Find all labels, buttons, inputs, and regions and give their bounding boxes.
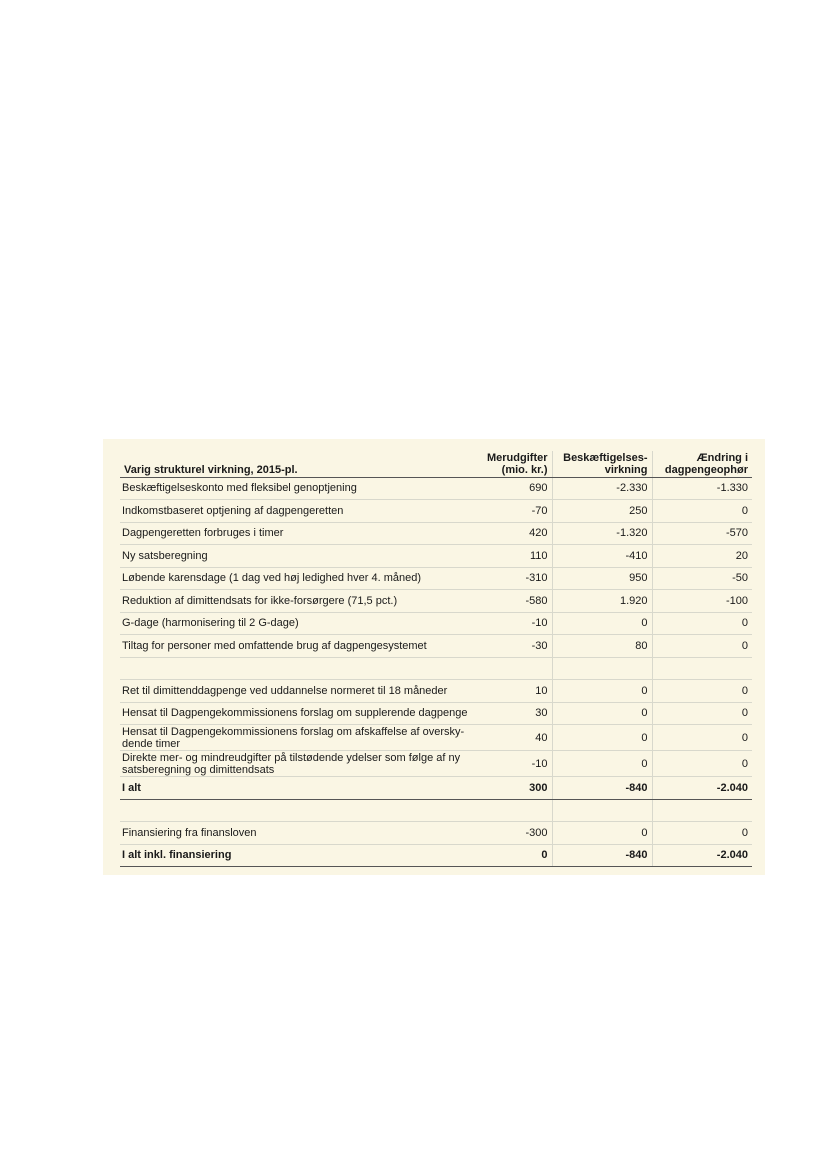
- cell-merudgifter: 420: [478, 522, 552, 545]
- row-label: Direkte mer- og mindreudgifter på tilstødende ydelser som følge af ny satsberegning og dimittendsats: [120, 751, 478, 777]
- cell-beskaeftigelse: -1.320: [552, 522, 652, 545]
- cell-beskaeftigelse: 0: [552, 751, 652, 777]
- cell-dagpengeophoer: 0: [652, 635, 752, 658]
- table-row: [120, 500, 752, 523]
- header-merudgifter: [478, 451, 552, 477]
- total-incl-dagpengeophoer: -2.040: [652, 844, 752, 867]
- cell-dagpengeophoer: -50: [652, 567, 752, 590]
- cell-dagpengeophoer: -100: [652, 590, 752, 613]
- cell-dagpengeophoer: 20: [652, 545, 752, 568]
- cell-dagpengeophoer: -570: [652, 522, 752, 545]
- cell-dagpengeophoer: 0: [652, 702, 752, 725]
- cell-beskaeftigelse: -410: [552, 545, 652, 568]
- cell-merudgifter: -30: [478, 635, 552, 658]
- total-beskaeftigelse: -840: [552, 777, 652, 800]
- cell-beskaeftigelse: 950: [552, 567, 652, 590]
- total-label: I alt: [120, 777, 478, 800]
- total-incl-label: I alt inkl. finansiering: [120, 844, 478, 867]
- table-row: [120, 635, 752, 658]
- cell-dagpengeophoer: 0: [652, 751, 752, 777]
- table-row: [120, 751, 752, 777]
- table-header-row: [120, 451, 752, 477]
- cell-beskaeftigelse: 0: [552, 680, 652, 703]
- header-dagpengeophoer-line1: Ændring i: [696, 451, 748, 464]
- total-incl-merudgifter: 0: [478, 844, 552, 867]
- table-row: [120, 702, 752, 725]
- cell-beskaeftigelse: 0: [552, 612, 652, 635]
- row-label: Beskæftigelseskonto med fleksibel genoptjening: [120, 477, 478, 500]
- financing-beskaeftigelse: 0: [552, 822, 652, 845]
- cell-merudgifter: 690: [478, 477, 552, 500]
- cell-dagpengeophoer: -1.330: [652, 477, 752, 500]
- cell-merudgifter: 30: [478, 702, 552, 725]
- table-row: [120, 612, 752, 635]
- cell-merudgifter: 10: [478, 680, 552, 703]
- row-label: Ret til dimittenddagpenge ved uddannelse normeret til 18 måneder: [120, 680, 478, 703]
- table-row: [120, 522, 752, 545]
- cell-merudgifter: -580: [478, 590, 552, 613]
- financing-row: [120, 822, 752, 845]
- table-row: [120, 725, 752, 751]
- row-label: Reduktion af dimittendsats for ikke-forsørgere (71,5 pct.): [120, 590, 478, 613]
- cell-merudgifter: -70: [478, 500, 552, 523]
- header-dagpengeophoer: [652, 451, 752, 477]
- table-row: [120, 477, 752, 500]
- cell-dagpengeophoer: 0: [652, 612, 752, 635]
- header-merudgifter-line2: (mio. kr.): [501, 463, 548, 476]
- table-panel: [103, 439, 765, 875]
- spacer-row: [120, 799, 752, 822]
- cell-dagpengeophoer: 0: [652, 725, 752, 751]
- header-dagpengeophoer-line2: dagpengeophør: [664, 463, 748, 476]
- total-incl-beskaeftigelse: -840: [552, 844, 652, 867]
- row-label: Tiltag for personer med omfattende brug af dagpengesystemet: [120, 635, 478, 658]
- row-label: Løbende karensdage (1 dag ved høj ledighed hver 4. måned): [120, 567, 478, 590]
- table-row: [120, 680, 752, 703]
- financing-dagpengeophoer: 0: [652, 822, 752, 845]
- header-label: Varig strukturel virkning, 2015-pl.: [120, 451, 478, 477]
- cell-beskaeftigelse: -2.330: [552, 477, 652, 500]
- financing-label: Finansiering fra finansloven: [120, 822, 478, 845]
- total-incl-financing-row: [120, 844, 752, 867]
- cell-merudgifter: 40: [478, 725, 552, 751]
- row-label: Ny satsberegning: [120, 545, 478, 568]
- table-row: [120, 567, 752, 590]
- cell-beskaeftigelse: 0: [552, 702, 652, 725]
- cell-beskaeftigelse: 80: [552, 635, 652, 658]
- row-label: Hensat til Dagpengekommissionens forslag om afskaffelse af oversky-dende timer: [120, 725, 478, 751]
- table-row: [120, 590, 752, 613]
- header-beskaeftigelse-line1: Beskæftigelses-: [563, 451, 648, 464]
- total-dagpengeophoer: -2.040: [652, 777, 752, 800]
- cell-dagpengeophoer: 0: [652, 500, 752, 523]
- cell-merudgifter: -310: [478, 567, 552, 590]
- cell-merudgifter: -10: [478, 612, 552, 635]
- cell-beskaeftigelse: 1.920: [552, 590, 652, 613]
- total-merudgifter: 300: [478, 777, 552, 800]
- row-label: Hensat til Dagpengekommissionens forslag om supplerende dagpenge: [120, 702, 478, 725]
- header-merudgifter-line1: Merudgifter: [487, 451, 548, 464]
- spacer-row: [120, 657, 752, 680]
- cell-dagpengeophoer: 0: [652, 680, 752, 703]
- table-row: [120, 545, 752, 568]
- header-beskaeftigelse-line2: virkning: [604, 463, 648, 476]
- cell-merudgifter: 110: [478, 545, 552, 568]
- structural-effects-table: [120, 451, 752, 867]
- row-label: Dagpengeretten forbruges i timer: [120, 522, 478, 545]
- cell-beskaeftigelse: 250: [552, 500, 652, 523]
- header-beskaeftigelse: [552, 451, 652, 477]
- total-row: [120, 777, 752, 800]
- row-label: G-dage (harmonisering til 2 G-dage): [120, 612, 478, 635]
- cell-beskaeftigelse: 0: [552, 725, 652, 751]
- financing-merudgifter: -300: [478, 822, 552, 845]
- row-label: Indkomstbaseret optjening af dagpengeretten: [120, 500, 478, 523]
- cell-merudgifter: -10: [478, 751, 552, 777]
